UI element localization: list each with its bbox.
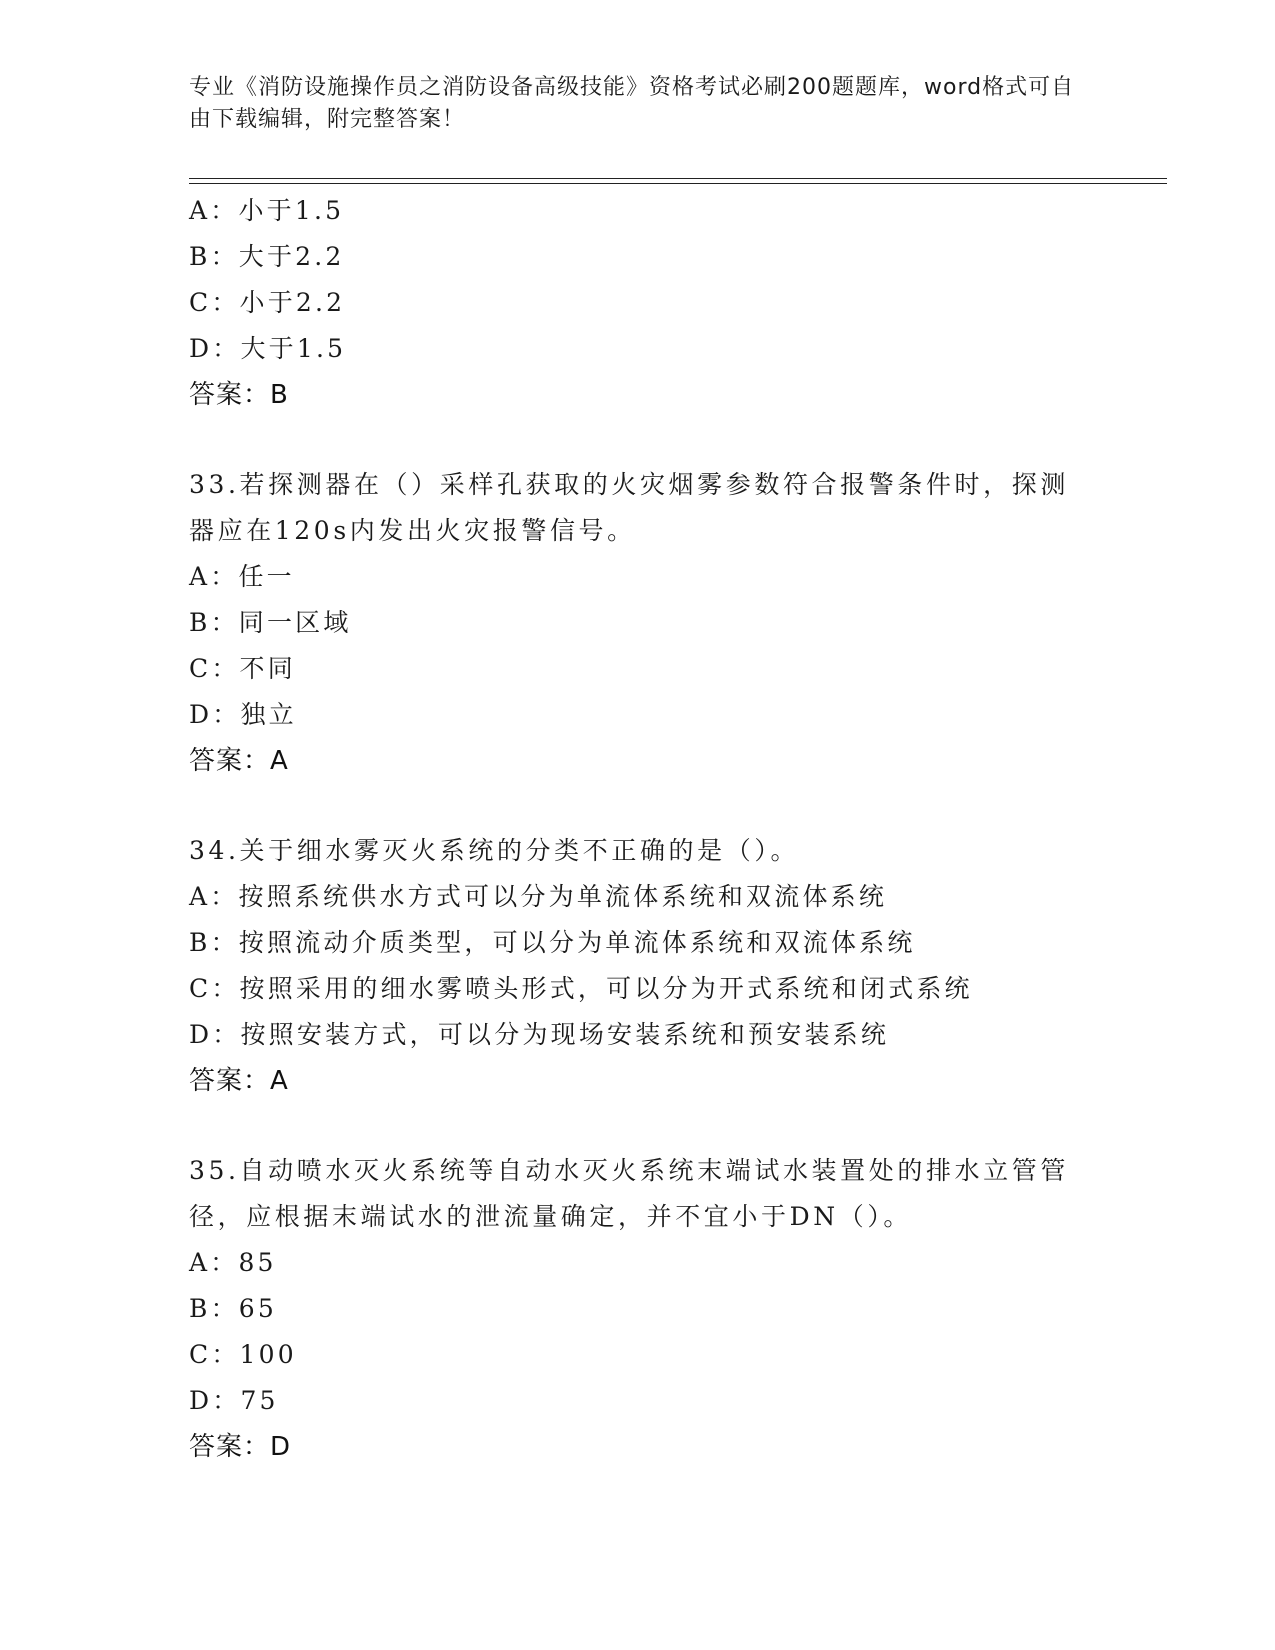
option-c: C：100 (189, 1340, 297, 1369)
answer-line: 答案：A (189, 746, 289, 776)
answer-line: 答案：D (189, 1432, 292, 1462)
question-list (189, 188, 1089, 1470)
option-a: A：任一 (189, 562, 295, 591)
question-gap (189, 784, 1089, 828)
question-text: 34.关于细水雾灭火系统的分类不正确的是（）。 (189, 836, 800, 865)
option-c: C：不同 (189, 654, 296, 683)
header-divider-top (189, 178, 1167, 179)
option-a: A：85 (189, 1248, 277, 1277)
option-d: D：75 (189, 1386, 279, 1415)
answer-line: 答案：A (189, 1066, 289, 1096)
option-c: C：小于2.2 (189, 288, 346, 317)
option-b: B：大于2.2 (189, 242, 345, 271)
header-divider-bottom (189, 183, 1167, 184)
question-block-33 (189, 462, 1089, 784)
option-d: D：大于1.5 (189, 334, 347, 363)
option-d: D：按照安装方式，可以分为现场安装系统和预安装系统 (189, 1020, 890, 1049)
question-block-32-tail (189, 188, 1089, 418)
answer-line: 答案：B (189, 380, 289, 410)
option-b: B：同一区域 (189, 608, 352, 637)
question-text: 33.若探测器在（）采样孔获取的火灾烟雾参数符合报警条件时，探测器应在120s内发出火灾报警信号。 (189, 470, 1069, 545)
question-text: 35.自动喷水灭火系统等自动水灭火系统末端试水装置处的排水立管管径，应根据末端试水的泄流量确定，并不宜小于DN（）。 (189, 1156, 1069, 1231)
option-b: B：65 (189, 1294, 277, 1323)
document-header: 专业《消防设施操作员之消防设备高级技能》资格考试必刷200题题库，word格式可自由下载编辑，附完整答案！ (189, 75, 1075, 132)
option-a: A：按照系统供水方式可以分为单流体系统和双流体系统 (189, 882, 888, 911)
option-b: B：按照流动介质类型，可以分为单流体系统和双流体系统 (189, 928, 916, 957)
question-block-34 (189, 828, 1089, 1104)
question-gap (189, 418, 1089, 462)
option-a: A：小于1.5 (189, 196, 345, 225)
option-d: D：独立 (189, 700, 297, 729)
option-c: C：按照采用的细水雾喷头形式，可以分为开式系统和闭式系统 (189, 974, 973, 1003)
question-block-35 (189, 1148, 1089, 1470)
question-gap (189, 1104, 1089, 1148)
